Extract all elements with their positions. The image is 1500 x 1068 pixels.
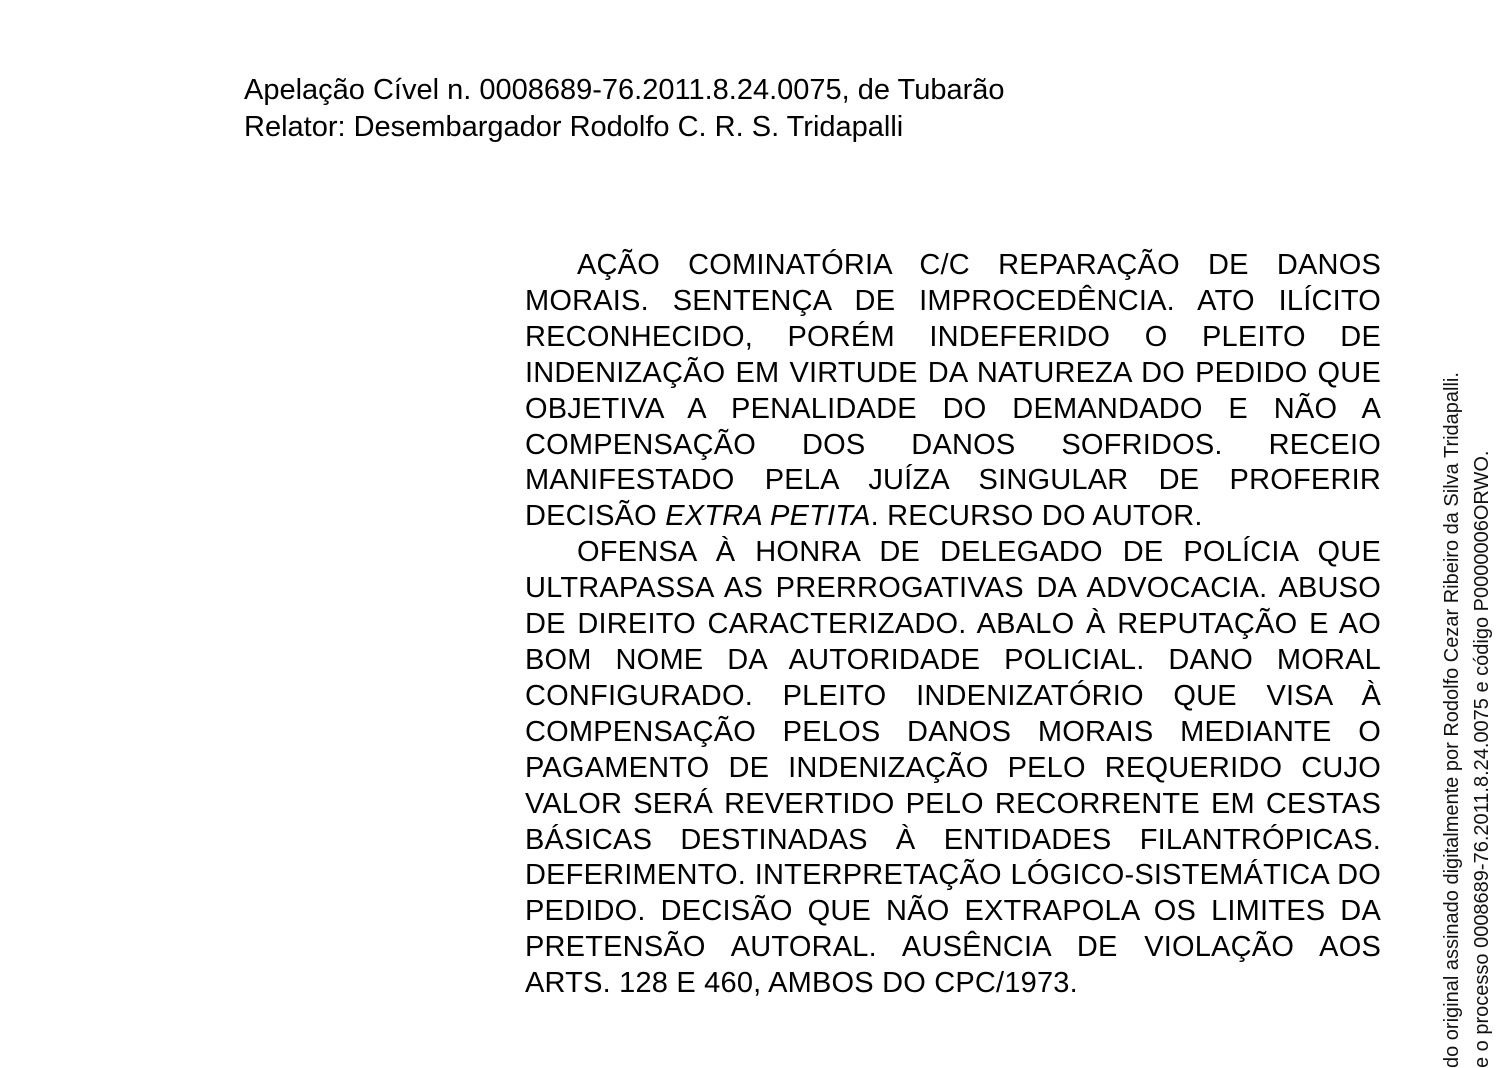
signature-note-line-2: e o processo 0008689-76.2011.8.24.0075 e código P0000006ORWO. [1471,450,1493,1068]
rapporteur-line: Relator: Desembargador Rodolfo C. R. S. Tridapalli [244,111,904,143]
ementa-p1-text: AÇÃO COMINATÓRIA C/C REPARAÇÃO DE DANOS MORAIS. SENTENÇA DE IMPROCEDÊNCIA. ATO ILÍCITO RECONHECIDO, PORÉM INDEFERIDO O PLEITO DE INDENIZAÇÃO EM VIRTUDE DA NATUREZA DO PEDIDO QUE OBJETIVA A PENALIDADE DO DEMANDADO E NÃO A COMPENSAÇÃO DOS DANOS SOFRIDOS. RECEIO MANIFESTADO PELA JUÍZA SINGULAR DE PROFERIR DECISÃO [525,249,1381,533]
ementa-block [525,248,1381,1002]
case-number-line: Apelação Cível n. 0008689-76.2011.8.24.0075, de Tubarão [244,74,1005,106]
ementa-paragraph-2: OFENSA À HONRA DE DELEGADO DE POLÍCIA QUE ULTRAPASSA AS PRERROGATIVAS DA ADVOCACIA. ABUSO DE DIREITO CARACTERIZADO. ABALO À REPUTAÇÃO E AO BOM NOME DA AUTORIDADE POLICIAL. DANO MORAL CONFIGURADO. PLEITO INDENIZATÓRIO QUE VISA À COMPENSAÇÃO PELOS DANOS MORAIS MEDIANTE O PAGAMENTO DE INDENIZAÇÃO PELO REQUERIDO CUJO VALOR SERÁ REVERTIDO PELO RECORRENTE EM CESTAS BÁSICAS DESTINADAS À ENTIDADES FILANTRÓPICAS. DEFERIMENTO. INTERPRETAÇÃO LÓGICO-SISTEMÁTICA DO PEDIDO. DECISÃO QUE NÃO EXTRAPOLA OS LIMITES DA PRETENSÃO AUTORAL. AUSÊNCIA DE VIOLAÇÃO AOS ARTS. 128 E 460, AMBOS DO CPC/1973. [525,536,1381,1000]
ementa-p1-italic: EXTRA PETITA [665,500,871,533]
document-header [244,72,1005,146]
ementa-p1-end: . RECURSO DO AUTOR. [870,500,1203,533]
ementa-paragraph-1 [525,248,1381,535]
signature-note-line-1: do original assinado digitalmente por Rodolfo Cezar Ribeiro da Silva Tridapalli. [1441,372,1463,1068]
